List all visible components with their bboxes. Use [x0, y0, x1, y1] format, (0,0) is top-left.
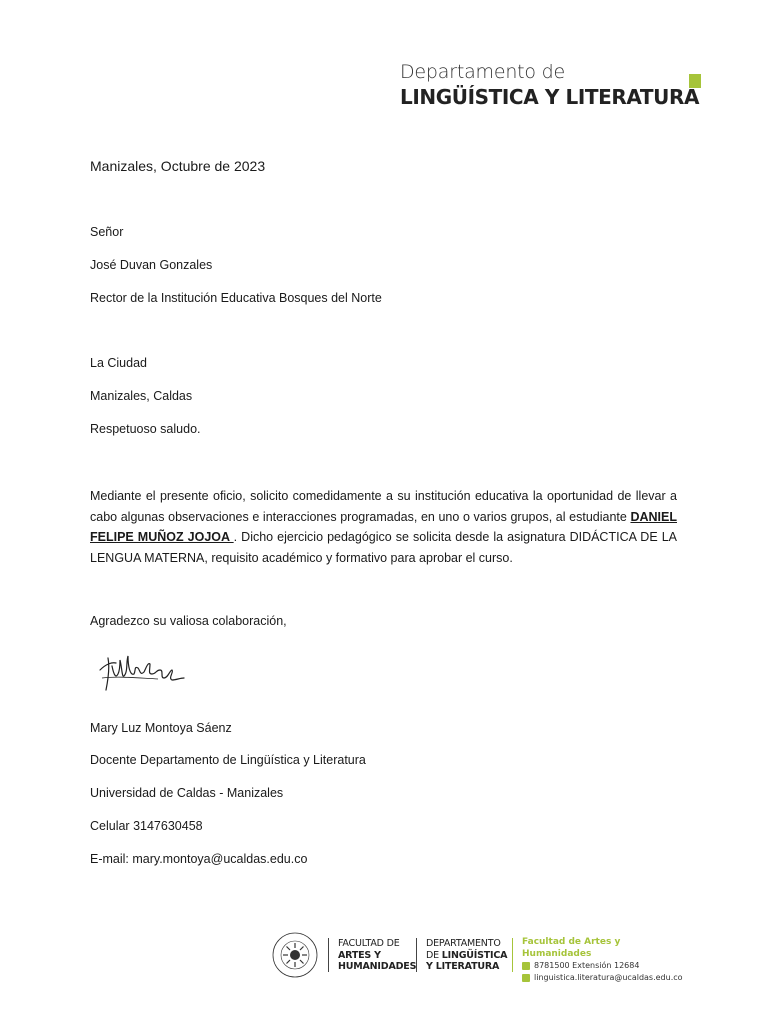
- student-name: DANIEL FELIPE MUÑOZ JOJOA: [90, 509, 677, 544]
- logo-line2: [400, 84, 699, 110]
- contact-block: [522, 936, 690, 984]
- signature-icon: [98, 648, 188, 696]
- signer-org: Universidad de Caldas - Manizales: [90, 786, 284, 800]
- footer-divider: [328, 938, 329, 972]
- body-part2: . Dicho ejercicio pedagógico se solicita desde la asignatura DIDÁCTICA DE LA LENGUA MATERNA, requisito académico y formativo para aprobar el curso.: [90, 530, 677, 565]
- university-seal-icon: [270, 930, 320, 980]
- signer-email: E-mail: mary.montoya@ucaldas.edu.co: [90, 852, 308, 866]
- mail-icon: [522, 974, 530, 982]
- department-logo: [400, 60, 710, 110]
- dept-line1: DEPARTAMENTO: [426, 938, 501, 949]
- phone-icon: [522, 962, 530, 970]
- location: Manizales, Caldas: [90, 389, 193, 403]
- city-line: La Ciudad: [90, 356, 147, 370]
- signer-phone: Celular 3147630458: [90, 819, 203, 833]
- footer-divider-accent: [512, 938, 513, 972]
- faculty-block: [338, 938, 416, 973]
- contact-phone-row: [522, 960, 690, 972]
- letter-date: Manizales, Octubre de 2023: [90, 158, 266, 174]
- body-part1: Mediante el presente oficio, solicito comedidamente a su institución educativa la oportunidad de llevar a cabo algunas observaciones e interacciones programadas, en uno o varios grupos, al estudiante: [90, 489, 677, 524]
- contact-email: linguistica.literatura@ucaldas.edu.co: [534, 973, 683, 982]
- dept-line2-prefix: DE: [426, 949, 439, 961]
- signer-role: Docente Departamento de Lingüística y Literatura: [90, 753, 366, 767]
- footer-divider: [416, 938, 417, 972]
- logo-line2-text: LINGÜÍSTICA Y LITERATURA: [400, 85, 700, 109]
- greeting: Respetuoso saludo.: [90, 422, 201, 436]
- contact-phone: 8781500 Extensión 12684: [534, 961, 640, 970]
- contact-email-row: [522, 972, 690, 984]
- salutation: Señor: [90, 225, 124, 239]
- dept-line3: Y LITERATURA: [426, 961, 500, 972]
- recipient-name: José Duvan Gonzales: [90, 258, 213, 272]
- contact-head: Facultad de Artes y Humanidades: [522, 937, 621, 959]
- faculty-line3: HUMANIDADES: [338, 961, 417, 972]
- logo-line1: Departamento de: [400, 61, 566, 83]
- footer: [270, 930, 690, 980]
- recipient-title: Rector de la Institución Educativa Bosques del Norte: [90, 291, 382, 305]
- signer-name: Mary Luz Montoya Sáenz: [90, 721, 232, 735]
- closing: Agradezco su valiosa colaboración,: [90, 614, 287, 628]
- body-paragraph: [90, 486, 677, 568]
- faculty-line1: FACULTAD DE: [338, 938, 400, 949]
- dept-line2-bold: LINGÜÍSTICA: [441, 949, 508, 961]
- department-block: [426, 938, 507, 973]
- faculty-line2: ARTES Y: [338, 949, 381, 961]
